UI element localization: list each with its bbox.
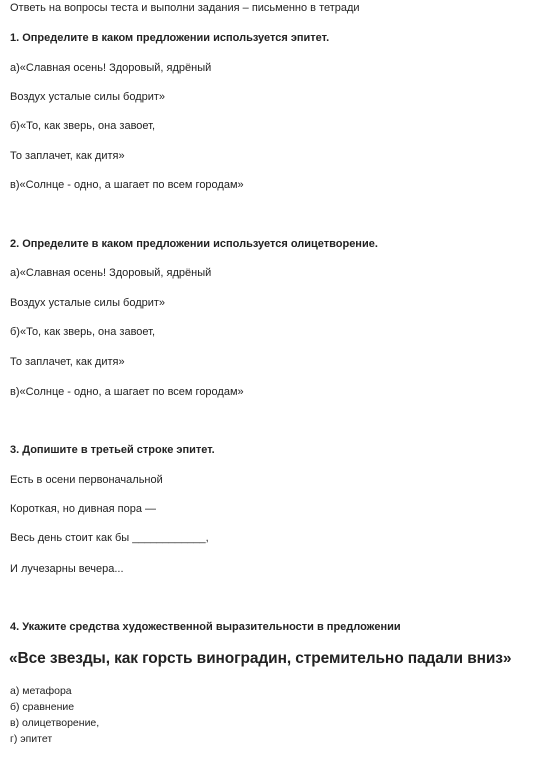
- answer-option-b: б) сравнение: [10, 701, 75, 713]
- question-1-line: в)«Солнце - одно, а шагает по всем городам»: [10, 179, 244, 191]
- poem-line-with-blank: Весь день стоит как бы ____________,: [10, 532, 209, 544]
- question-2-title: 2. Определите в каком предложении используется олицетворение.: [10, 238, 378, 250]
- poem-line: И лучезарны вечера...: [10, 563, 124, 575]
- question-4-quote: «Все звезды, как горсть виноградин, стремительно падали вниз»: [9, 650, 512, 667]
- question-4-title: 4. Укажите средства художественной выразительности в предложении: [10, 621, 401, 633]
- answer-option-d: г) эпитет: [10, 733, 53, 745]
- question-1-line: б)«То, как зверь, она завоет,: [10, 120, 156, 132]
- question-2-line: То заплачет, как дитя»: [10, 356, 125, 368]
- question-3-title: 3. Допишите в третьей строке эпитет.: [10, 444, 215, 456]
- question-1-title: 1. Определите в каком предложении используется эпитет.: [10, 32, 330, 44]
- question-2-line: в)«Солнце - одно, а шагает по всем городам»: [10, 386, 244, 398]
- poem-line: Короткая, но дивная пора —: [10, 503, 157, 515]
- answer-option-c: в) олицетворение,: [10, 717, 100, 729]
- poem-line: Есть в осени первоначальной: [10, 474, 163, 486]
- question-1-line: а)«Славная осень! Здоровый, ядрёный: [10, 62, 212, 74]
- question-2-line: б)«То, как зверь, она завоет,: [10, 326, 156, 338]
- intro-instruction: Ответь на вопросы теста и выполни задания – письменно в тетради: [10, 2, 360, 14]
- answer-option-a: а) метафора: [10, 685, 72, 697]
- question-2-line: а)«Славная осень! Здоровый, ядрёный: [10, 267, 212, 279]
- question-1-line: Воздух усталые силы бодрит»: [10, 91, 166, 103]
- question-2-line: Воздух усталые силы бодрит»: [10, 297, 166, 309]
- question-1-line: То заплачет, как дитя»: [10, 150, 125, 162]
